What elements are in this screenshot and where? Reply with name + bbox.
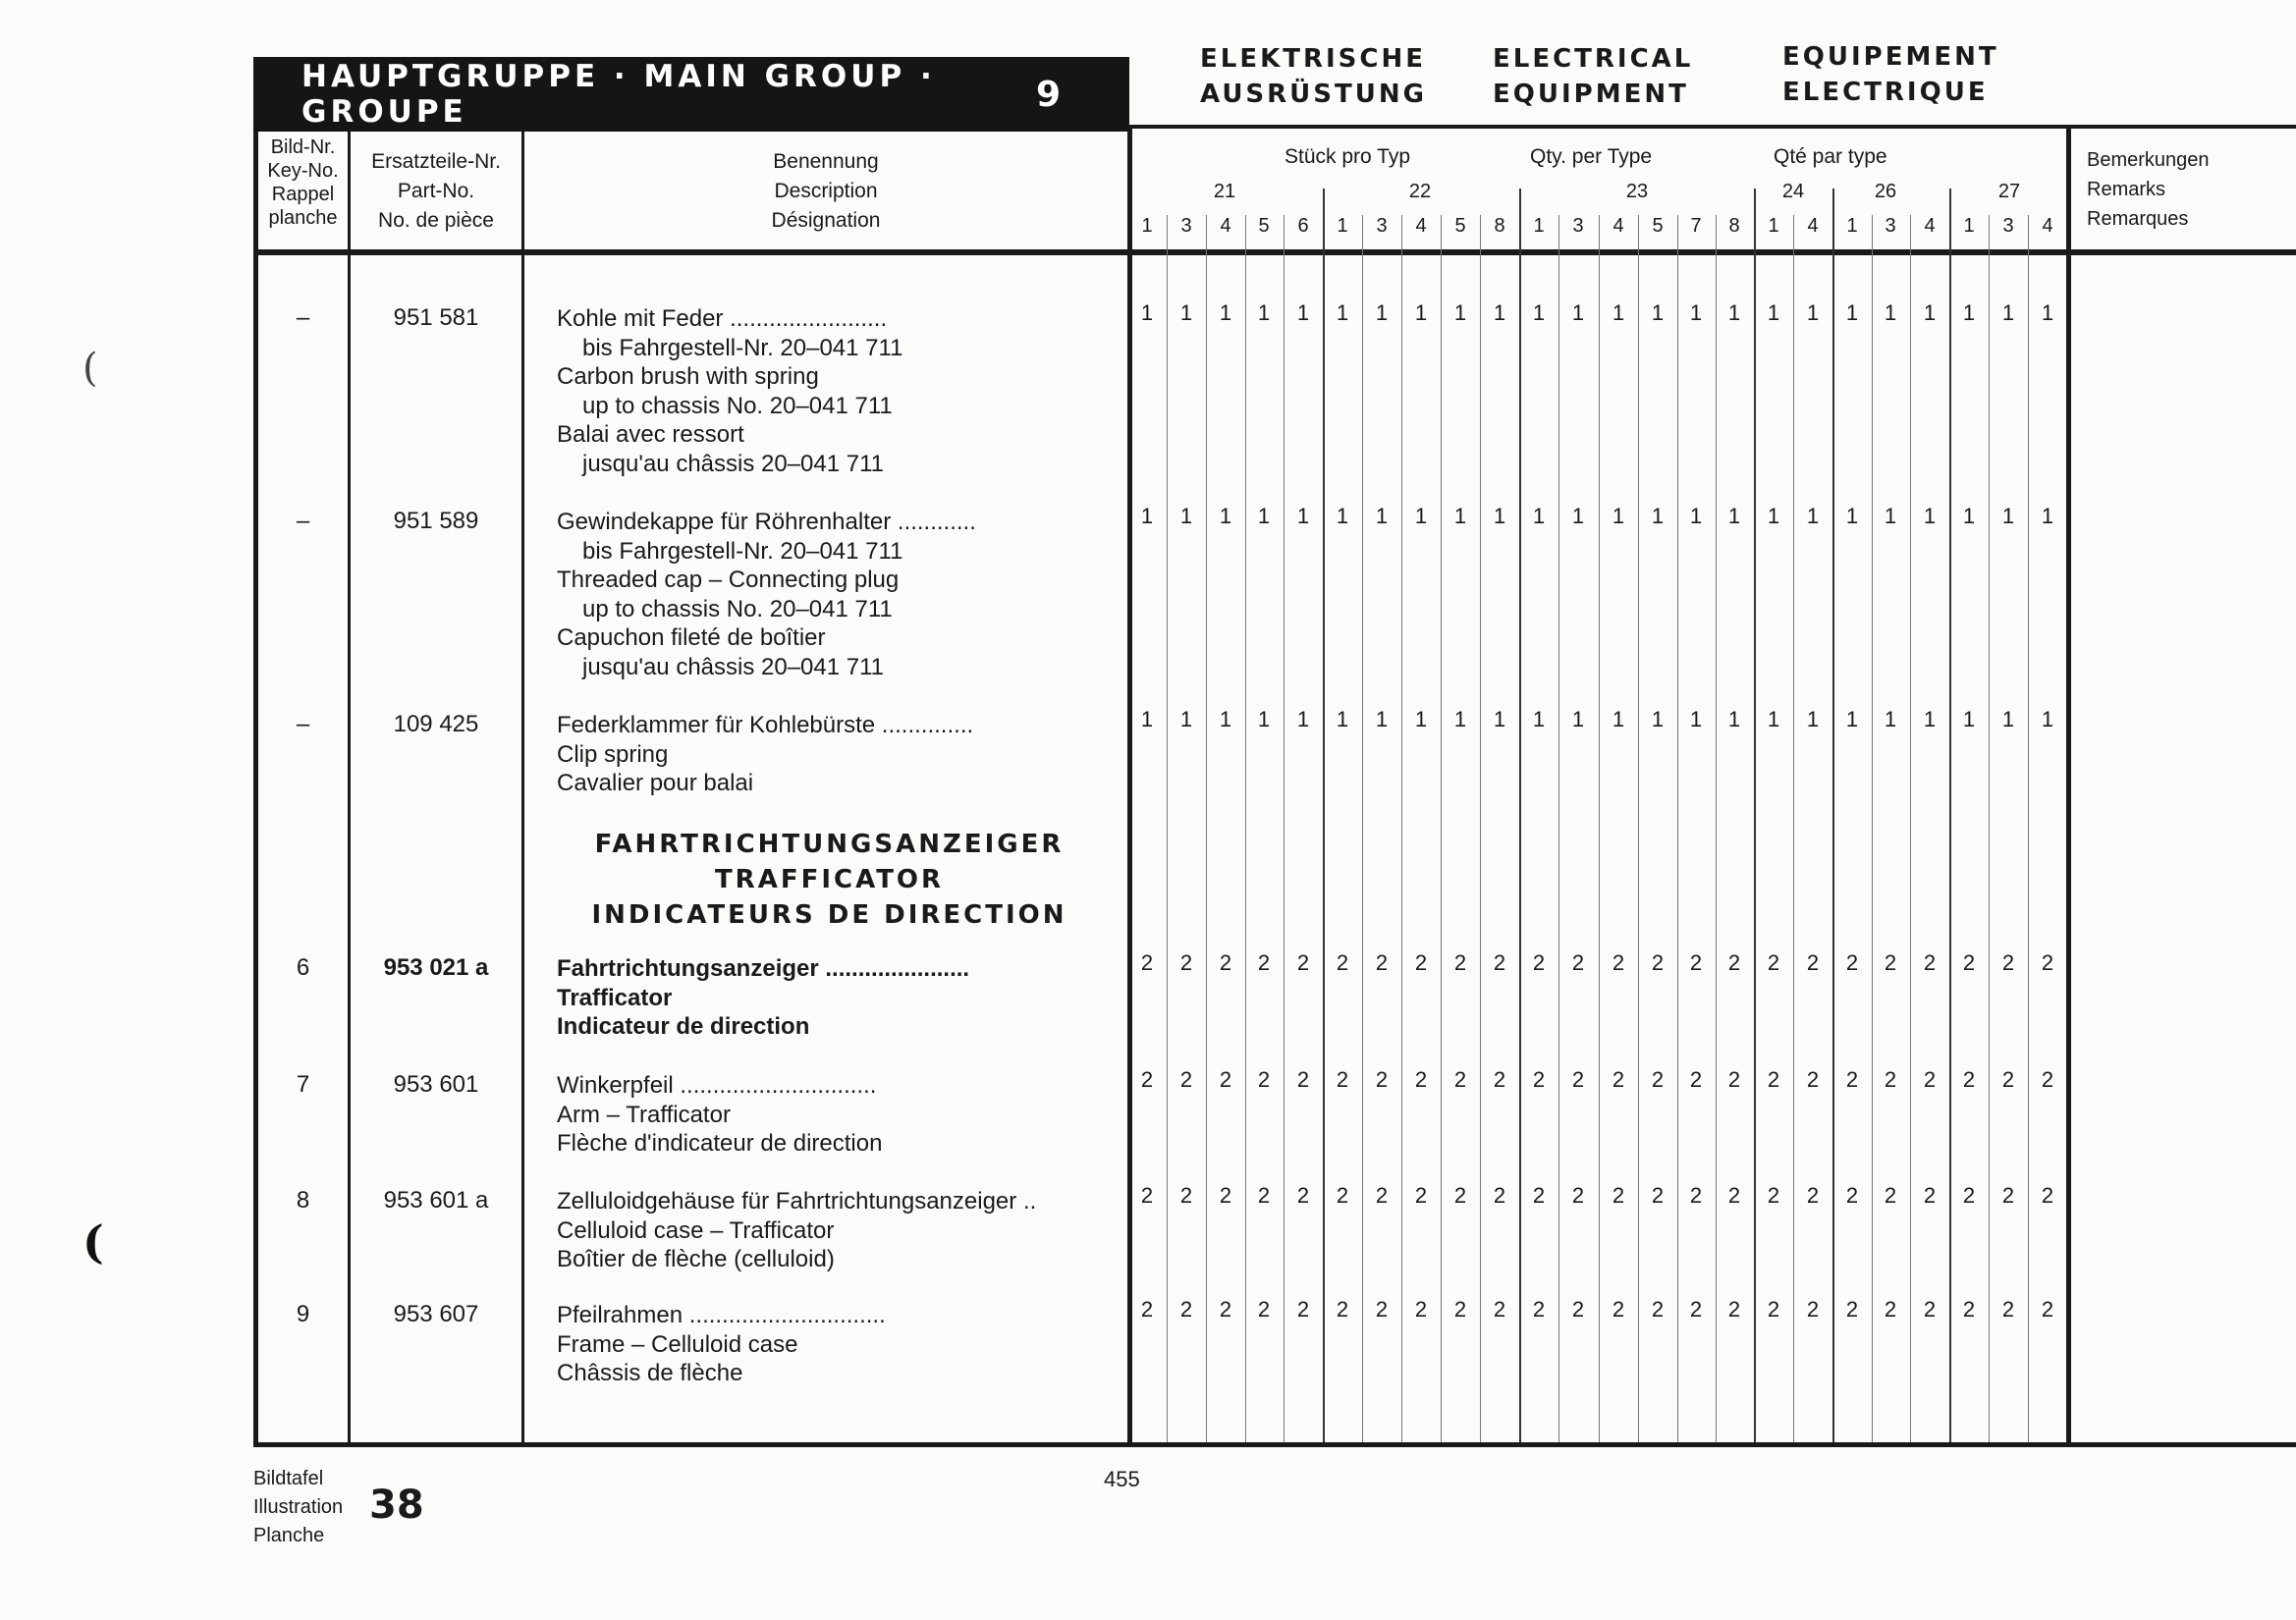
description-line: Clip spring: [557, 740, 669, 768]
qty-cell: 2: [1651, 950, 1665, 975]
subtype-label: 4: [1415, 215, 1427, 237]
qty-cell: 2: [1296, 950, 1310, 975]
qty-cell: 1: [1923, 300, 1937, 325]
subtype-label: 6: [1297, 215, 1309, 237]
qty-cell: 2: [1923, 950, 1937, 975]
description-line: Winkerpfeil ..............................: [557, 1072, 877, 1099]
subtype-label: 3: [1885, 215, 1896, 237]
subtype-label: 4: [1924, 215, 1936, 237]
qty-cell: 2: [1140, 1067, 1154, 1092]
qty-column-divider: [1989, 215, 1990, 1442]
qty-cell: 2: [1532, 1297, 1546, 1322]
qty-cell: 2: [1179, 1297, 1193, 1322]
subtype-label: 5: [1258, 215, 1270, 237]
description-line: Trafficator: [557, 984, 673, 1011]
qty-cell: 1: [1767, 300, 1780, 325]
qty-column-divider: [1872, 215, 1873, 1442]
qty-cell: 2: [1179, 1067, 1193, 1092]
qty-cell: 2: [1453, 1183, 1467, 1208]
qty-column-divider: [1910, 215, 1911, 1442]
qty-cell: 2: [1845, 1067, 1859, 1092]
qty-cell: 1: [1336, 300, 1349, 325]
description-line: Châssis de flèche: [557, 1360, 743, 1387]
qty-cell: 2: [1375, 1297, 1389, 1322]
qty-cell: 1: [1612, 707, 1625, 731]
subtype-label: 1: [1337, 215, 1348, 237]
qty-cell: 2: [1806, 1297, 1820, 1322]
qty-cell: 1: [1689, 300, 1703, 325]
qty-cell: 1: [1962, 504, 1976, 528]
description-line: Frame – Celluloid case: [557, 1330, 798, 1358]
qty-cell: 1: [1727, 300, 1741, 325]
qty-cell: 1: [1414, 504, 1428, 528]
qty-cell: 2: [1727, 1067, 1741, 1092]
description-line: Gewindekappe für Röhrenhalter ............: [557, 509, 976, 535]
qty-cell: 1: [1179, 504, 1193, 528]
qty-cell: 1: [1884, 707, 1897, 731]
qty-cell: 1: [1884, 300, 1897, 325]
qty-column-divider: [1441, 215, 1442, 1442]
qty-cell: 1: [1767, 707, 1780, 731]
qty-cell: 1: [1257, 707, 1271, 731]
qty-cell: 2: [1219, 1183, 1232, 1208]
qty-cell: 2: [1336, 1183, 1349, 1208]
group-number: 9: [1035, 74, 1061, 115]
qty-cell: 2: [1612, 950, 1625, 975]
qty-cell: 2: [1884, 950, 1897, 975]
qty-cell: 2: [1651, 1297, 1665, 1322]
qty-cell: 2: [2041, 950, 2054, 975]
subtype-label: 1: [1533, 215, 1545, 237]
margin-mark: (: [82, 1215, 104, 1269]
qty-cell: 1: [2001, 300, 2015, 325]
qty-cell: 2: [1414, 950, 1428, 975]
qty-cell: 1: [1375, 504, 1389, 528]
qty-cell: 2: [1923, 1183, 1937, 1208]
qty-cell: 2: [1962, 1067, 1976, 1092]
subtype-label: 5: [1454, 215, 1466, 237]
qty-cell: 2: [2041, 1067, 2054, 1092]
qty-cell: 1: [1453, 300, 1467, 325]
qty-cell: 2: [1453, 950, 1467, 975]
qty-cell: 2: [2001, 950, 2015, 975]
qty-cell: 1: [1689, 504, 1703, 528]
subtype-label: 3: [2002, 215, 2014, 237]
qty-cell: 1: [1612, 504, 1625, 528]
qty-cell: 1: [1219, 504, 1232, 528]
description-line: Boîtier de flèche (celluloid): [557, 1246, 835, 1273]
main-group-label: HAUPTGRUPPE · MAIN GROUP · GROUPE: [301, 59, 936, 130]
qty-cell: 1: [1845, 504, 1859, 528]
qty-cell: 1: [1140, 300, 1154, 325]
page-number: 455: [1104, 1467, 1140, 1491]
qty-cell: 2: [1140, 950, 1154, 975]
qty-cell: 2: [1296, 1067, 1310, 1092]
description-line: Carbon brush with spring: [557, 363, 819, 391]
qty-column-divider: [1206, 215, 1207, 1442]
qty-cell: 1: [1375, 707, 1389, 731]
qty-cell: 2: [1962, 1183, 1976, 1208]
qty-column-divider: [1480, 215, 1481, 1442]
description-line: Capuchon fileté de boîtier: [557, 624, 826, 652]
description-line: jusqu'au châssis 20–041 711: [582, 450, 885, 477]
subtype-label: 3: [1376, 215, 1388, 237]
row-key-number: –: [296, 304, 310, 331]
qty-cell: 1: [1493, 300, 1506, 325]
type-group-label: 21: [1213, 181, 1236, 202]
description-line: Pfeilrahmen ..............................: [557, 1302, 886, 1328]
main-group-banner: [253, 57, 1129, 132]
qty-cell: 1: [1727, 504, 1741, 528]
description-line: Flèche d'indicateur de direction: [557, 1130, 883, 1158]
type-group-label: 24: [1781, 181, 1805, 202]
qty-cell: 1: [1453, 504, 1467, 528]
row-description: [557, 711, 973, 798]
qty-cell: 2: [1219, 950, 1232, 975]
qty-cell: 1: [1689, 707, 1703, 731]
qty-cell: 1: [1414, 707, 1428, 731]
qty-cell: 2: [1923, 1067, 1937, 1092]
qty-cell: 2: [1767, 1183, 1780, 1208]
qty-title-en: Qty. per Type: [1530, 145, 1653, 168]
qty-cell: 2: [1767, 1297, 1780, 1322]
subtype-label: 8: [1728, 215, 1740, 237]
type-group-label: 22: [1408, 181, 1432, 202]
subtype-label: 1: [1846, 215, 1858, 237]
qty-cell: 2: [2041, 1297, 2054, 1322]
row-part-number: 109 425: [393, 711, 479, 737]
description-line: bis Fahrgestell-Nr. 20–041 711: [582, 334, 903, 361]
qty-cell: 2: [1689, 1297, 1703, 1322]
qty-cell: 2: [1219, 1297, 1232, 1322]
row-part-number: 953 601 a: [383, 1187, 489, 1214]
qty-cell: 2: [1612, 1183, 1625, 1208]
qty-title-de: Stück pro Typ: [1285, 145, 1411, 168]
row-part-number: 951 581: [393, 304, 479, 331]
row-key-number: 9: [296, 1301, 310, 1327]
row-part-number: 953 607: [393, 1301, 479, 1327]
subtype-label: 3: [1572, 215, 1584, 237]
header-rule: [1129, 125, 2296, 129]
qty-cell: 2: [1727, 1183, 1741, 1208]
part-column-header: Ersatzteile-Nr. Part-No. No. de pièce: [371, 150, 501, 232]
qty-cell: 1: [1727, 707, 1741, 731]
type-group-label: 26: [1874, 181, 1897, 202]
description-line: Fahrtrichtungsanzeiger ......................: [557, 955, 970, 982]
qty-cell: 2: [2001, 1183, 2015, 1208]
remarks-column-header: Bemerkungen Remarks Remarques: [2087, 149, 2210, 230]
row-description: [557, 304, 902, 479]
qty-cell: 1: [1493, 707, 1506, 731]
qty-cell: 1: [1219, 707, 1232, 731]
qty-cell: 1: [1375, 300, 1389, 325]
qty-cell: 2: [1806, 1067, 1820, 1092]
subtype-label: 1: [1768, 215, 1779, 237]
qty-cell: 2: [1962, 950, 1976, 975]
qty-cell: 1: [2041, 707, 2054, 731]
qty-cell: 1: [1296, 300, 1310, 325]
qty-cell: 1: [1651, 300, 1665, 325]
qty-cell: 1: [2001, 504, 2015, 528]
qty-cell: 1: [1767, 504, 1780, 528]
qty-cell: 2: [1571, 1183, 1585, 1208]
key-column-header: Bild-Nr. Key-No. Rappel planche: [267, 136, 339, 229]
qty-cell: 1: [1257, 504, 1271, 528]
qty-cell: 1: [1923, 504, 1937, 528]
qty-cell: 2: [1257, 1183, 1271, 1208]
qty-cell: 2: [1453, 1067, 1467, 1092]
qty-cell: 1: [1884, 504, 1897, 528]
qty-cell: 2: [1219, 1067, 1232, 1092]
plate-number: 38: [369, 1483, 424, 1528]
subtype-label: 4: [1220, 215, 1231, 237]
qty-cell: 1: [1493, 504, 1506, 528]
qty-cell: 2: [1845, 1183, 1859, 1208]
description-line: up to chassis No. 20–041 711: [582, 392, 893, 419]
description-line: Arm – Trafficator: [557, 1101, 731, 1128]
qty-cell: 2: [1414, 1067, 1428, 1092]
qty-column-divider: [1558, 215, 1559, 1442]
qty-cell: 2: [1296, 1183, 1310, 1208]
qty-cell: 2: [1140, 1183, 1154, 1208]
qty-cell: 2: [1375, 950, 1389, 975]
qty-column-divider: [1716, 215, 1717, 1442]
qty-cell: 2: [1845, 950, 1859, 975]
section-heading: FAHRTRICHTUNGSANZEIGER TRAFFICATOR INDICATEURS DE DIRECTION: [591, 830, 1067, 930]
qty-cell: 1: [1962, 707, 1976, 731]
qty-cell: 1: [1414, 300, 1428, 325]
qty-column-divider: [2028, 215, 2029, 1442]
qty-cell: 2: [1375, 1067, 1389, 1092]
qty-cell: 2: [1689, 950, 1703, 975]
qty-cell: 2: [1296, 1297, 1310, 1322]
part-column-divider: [521, 132, 524, 1447]
description-line: Threaded cap – Connecting plug: [557, 567, 900, 594]
qty-cell: 2: [1571, 1067, 1585, 1092]
qty-cell: 1: [2001, 707, 2015, 731]
qty-cell: 2: [1336, 1067, 1349, 1092]
qty-cell: 1: [1651, 504, 1665, 528]
qty-cell: 2: [1571, 1297, 1585, 1322]
qty-cell: 1: [1923, 707, 1937, 731]
description-line: Indicateur de direction: [557, 1013, 810, 1041]
qty-cell: 2: [1884, 1067, 1897, 1092]
description-line: Celluloid case – Trafficator: [557, 1216, 835, 1244]
qty-column-divider: [1677, 215, 1678, 1442]
qty-cell: 1: [1219, 300, 1232, 325]
qty-cell: 2: [1257, 950, 1271, 975]
subtype-label: 4: [1613, 215, 1624, 237]
qty-cell: 1: [1962, 300, 1976, 325]
qty-cell: 2: [1336, 950, 1349, 975]
illustration-labels: Bildtafel Illustration Planche: [253, 1468, 344, 1546]
qty-column-divider: [1949, 189, 1951, 1442]
subtype-label: 8: [1494, 215, 1505, 237]
qty-column-divider: [1519, 189, 1521, 1442]
qty-column-divider: [1832, 189, 1834, 1442]
qty-column-divider: [1323, 189, 1325, 1442]
qty-cell: 2: [1571, 950, 1585, 975]
qty-cell: 2: [1375, 1183, 1389, 1208]
qty-cell: 1: [1571, 300, 1585, 325]
description-line: Zelluloidgehäuse für Fahrtrichtungsanzeiger ..: [557, 1188, 1037, 1215]
qty-cell: 1: [1571, 504, 1585, 528]
qty-cell: 1: [1296, 504, 1310, 528]
qty-column-divider: [1754, 189, 1756, 1442]
qty-cell: 2: [1884, 1297, 1897, 1322]
qty-column-divider: [1638, 215, 1639, 1442]
description-line: Federklammer für Kohlebürste ..............: [557, 712, 974, 738]
qty-column-divider: [1793, 215, 1794, 1442]
qty-cell: 1: [1806, 300, 1820, 325]
qty-cell: 1: [1845, 707, 1859, 731]
row-key-number: 6: [296, 954, 310, 981]
qty-cell: 2: [1493, 1067, 1506, 1092]
qty-column-divider: [1167, 215, 1168, 1442]
description-line: jusqu'au châssis 20–041 711: [582, 653, 885, 680]
qty-cell: 1: [1336, 707, 1349, 731]
qty-cell: 1: [1571, 707, 1585, 731]
subtype-label: 1: [1963, 215, 1975, 237]
qty-column-divider: [1362, 215, 1363, 1442]
qty-cell: 1: [1257, 300, 1271, 325]
qty-cell: 2: [1140, 1297, 1154, 1322]
qty-cell: 2: [1532, 950, 1546, 975]
qty-cell: 2: [1806, 1183, 1820, 1208]
qty-cell: 2: [1414, 1297, 1428, 1322]
qty-cell: 2: [1767, 950, 1780, 975]
qty-cell: 1: [1140, 707, 1154, 731]
row-part-number: 953 601: [393, 1071, 479, 1098]
qty-cell: 2: [1612, 1297, 1625, 1322]
qty-cell: 2: [1923, 1297, 1937, 1322]
qty-cell: 1: [1140, 504, 1154, 528]
subtype-label: 4: [1807, 215, 1819, 237]
subtype-label: 7: [1690, 215, 1702, 237]
qty-cell: 2: [1962, 1297, 1976, 1322]
qty-cell: 1: [1612, 300, 1625, 325]
qty-cell: 2: [1493, 950, 1506, 975]
qty-cell: 2: [1493, 1183, 1506, 1208]
qty-cell: 2: [1689, 1183, 1703, 1208]
row-key-number: 7: [296, 1071, 310, 1098]
row-description: [557, 1071, 882, 1159]
qty-column-divider: [1401, 215, 1402, 1442]
qty-cell: 1: [1532, 300, 1546, 325]
qty-cell: 2: [2041, 1183, 2054, 1208]
qty-cell: 2: [2001, 1067, 2015, 1092]
category-fr: EQUIPEMENT ELECTRIQUE: [1782, 42, 1999, 107]
qty-cell: 2: [1336, 1297, 1349, 1322]
qty-cell: 2: [1884, 1183, 1897, 1208]
row-description: [557, 1301, 886, 1388]
qty-cell: 2: [1532, 1067, 1546, 1092]
description-column-header: Benennung Description Désignation: [771, 150, 881, 232]
qty-cell: 2: [1257, 1297, 1271, 1322]
row-key-number: –: [296, 711, 310, 737]
qty-cell: 1: [1336, 504, 1349, 528]
description-line: up to chassis No. 20–041 711: [582, 595, 893, 622]
subtype-label: 4: [2042, 215, 2053, 237]
qty-cell: 2: [1767, 1067, 1780, 1092]
qty-cell: 2: [1651, 1183, 1665, 1208]
qty-column-divider: [1599, 215, 1600, 1442]
type-group-label: 23: [1625, 181, 1649, 202]
description-line: Cavalier pour balai: [557, 770, 754, 797]
row-description: [557, 954, 969, 1042]
qty-cell: 2: [1257, 1067, 1271, 1092]
subtype-label: 3: [1180, 215, 1192, 237]
qty-cell: 2: [1727, 950, 1741, 975]
qty-cell: 2: [1689, 1067, 1703, 1092]
qty-cell: 1: [1845, 300, 1859, 325]
qty-cell: 1: [2041, 300, 2054, 325]
row-description: [557, 1187, 1036, 1274]
qty-cell: 1: [1532, 504, 1546, 528]
qty-cell: 2: [1179, 950, 1193, 975]
qty-column-divider: [1245, 215, 1246, 1442]
qty-cell: 1: [1806, 707, 1820, 731]
qty-cell: 1: [1453, 707, 1467, 731]
qty-cell: 2: [2001, 1297, 2015, 1322]
row-part-number: 953 021 a: [383, 954, 489, 981]
qty-cell: 2: [1651, 1067, 1665, 1092]
qty-cell: 2: [1532, 1183, 1546, 1208]
subtype-label: 1: [1141, 215, 1153, 237]
qty-cell: 2: [1845, 1297, 1859, 1322]
qty-cell: 1: [1179, 707, 1193, 731]
description-line: Balai avec ressort: [557, 421, 744, 449]
qty-cell: 2: [1179, 1183, 1193, 1208]
description-line: bis Fahrgestell-Nr. 20–041 711: [582, 537, 903, 565]
qty-cell: 1: [1806, 504, 1820, 528]
category-en: ELECTRICAL EQUIPMENT: [1493, 44, 1694, 109]
table-bottom-rule: [253, 1442, 2296, 1447]
qty-cell: 1: [2041, 504, 2054, 528]
type-group-label: 27: [1997, 181, 2021, 202]
qty-cell: 2: [1727, 1297, 1741, 1322]
qty-cell: 2: [1414, 1183, 1428, 1208]
qty-cell: 2: [1806, 950, 1820, 975]
qty-cell: 1: [1296, 707, 1310, 731]
qty-cell: 1: [1179, 300, 1193, 325]
row-key-number: –: [296, 508, 310, 534]
row-part-number: 951 589: [393, 508, 479, 534]
row-key-number: 8: [296, 1187, 310, 1214]
qty-cell: 2: [1612, 1067, 1625, 1092]
qty-cell: 2: [1453, 1297, 1467, 1322]
margin-mark: (: [82, 346, 98, 391]
category-de: ELEKTRISCHE AUSRÜSTUNG: [1200, 44, 1427, 109]
subtype-label: 5: [1652, 215, 1664, 237]
qty-cell: 2: [1493, 1297, 1506, 1322]
header-bottom-rule: [253, 249, 2296, 255]
qty-column-divider: [1284, 215, 1285, 1442]
qty-cell: 1: [1532, 707, 1546, 731]
qty-title-fr: Qté par type: [1774, 145, 1887, 168]
qty-cell: 1: [1651, 707, 1665, 731]
description-line: Kohle mit Feder ........................: [557, 305, 888, 332]
row-description: [557, 508, 976, 682]
